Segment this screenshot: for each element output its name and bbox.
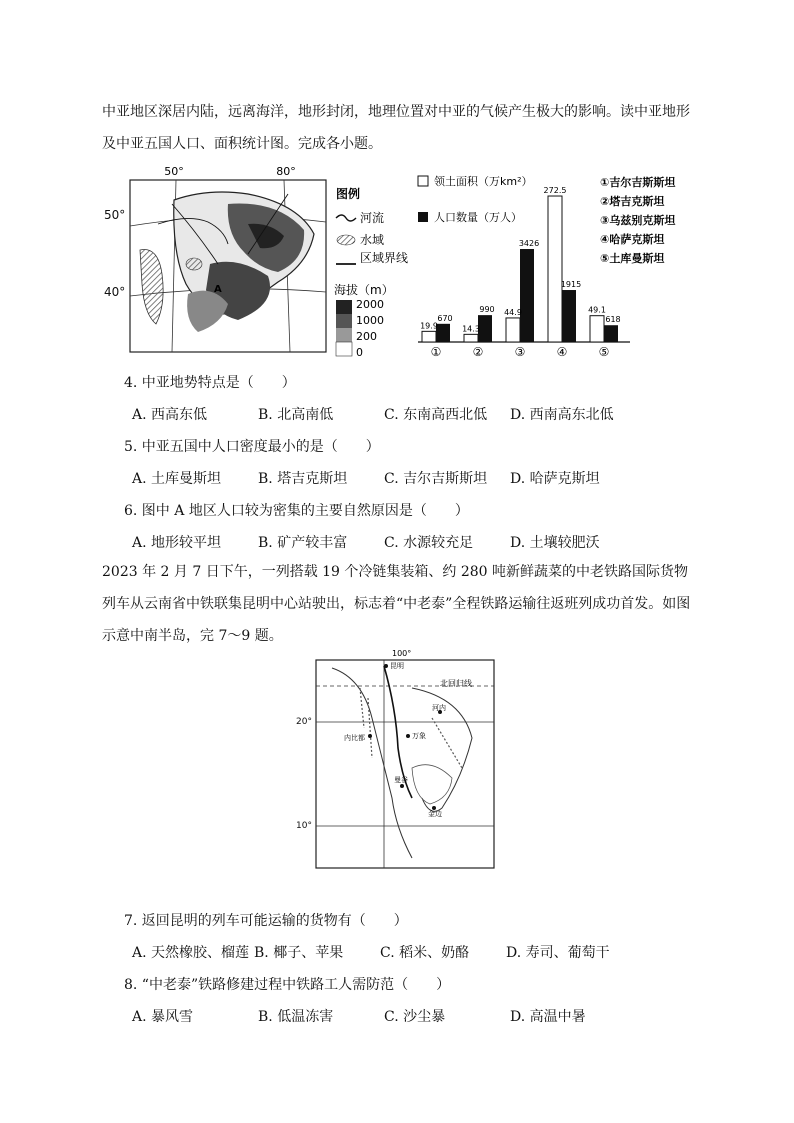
elev-swatch-2000 — [336, 300, 352, 314]
bar-pop-5 — [604, 325, 618, 342]
label-pop-5: 618 — [605, 315, 621, 325]
q5-option-d[interactable]: D. 哈萨克斯坦 — [510, 471, 600, 487]
bar-area-1 — [422, 331, 436, 342]
country-legend-item-4: ④哈萨克斯坦 — [600, 233, 665, 246]
elev-1000: 1000 — [356, 314, 384, 327]
intro-paragraph-2: 2023 年 2 月 7 日下午，一列搭载 19 个冷链集装箱、约 280 吨新鲜蔬菜的中老铁路国际货物列车从云南省中铁联集昆明中心站驶出，标志着“中老泰”全程铁路运输往返班列成功首发。如图示意中南半岛，完 7～9 题。 — [102, 564, 691, 644]
population-area-bar-chart — [408, 170, 698, 362]
lat-label-50-outer: 50° — [104, 208, 126, 222]
lat-label-40-outer: 40° — [104, 285, 126, 299]
bar-pop-2 — [478, 315, 492, 342]
place-vientiane: 万象 — [412, 732, 426, 740]
label-pop-1: 670 — [437, 313, 453, 323]
q4-option-b[interactable]: B. 北高南低 — [258, 407, 334, 423]
legend-water: 水域 — [360, 233, 385, 247]
lon-label-80: 80° — [276, 165, 296, 178]
label-pop-2: 990 — [479, 305, 495, 315]
tropic-label: 北回归线 — [440, 679, 472, 688]
q4-option-d[interactable]: D. 西南高东北低 — [510, 407, 614, 423]
elev-swatch-200 — [336, 328, 352, 342]
elev-swatch-1000 — [336, 314, 352, 328]
bar-area-4 — [548, 196, 562, 342]
q6-option-b[interactable]: B. 矿产较丰富 — [258, 535, 348, 551]
place-bangkok: 曼谷 — [394, 776, 408, 784]
lon-label-100: 100° — [392, 649, 412, 658]
category-label-2: ② — [472, 345, 484, 359]
q6-stem: 6. 图中 A 地区人口较为密集的主要自然原因是（ ） — [124, 503, 469, 519]
bar-area-5 — [590, 316, 604, 342]
elev-200: 200 — [356, 330, 377, 343]
country-legend — [600, 175, 675, 265]
map1-legend — [332, 184, 409, 360]
bar-area-2 — [464, 334, 478, 342]
q8-option-b[interactable]: B. 低温冻害 — [258, 1009, 334, 1025]
bar-pop-1 — [436, 324, 450, 342]
q8-option-d[interactable]: D. 高温中暑 — [510, 1009, 586, 1025]
q7-option-b[interactable]: B. 椰子、苹果 — [254, 945, 344, 961]
water-legend-icon — [337, 235, 355, 245]
naypyidaw-dot — [368, 734, 372, 738]
q5-option-b[interactable]: B. 塔吉克斯坦 — [258, 471, 348, 487]
river-legend-icon — [336, 215, 356, 221]
label-area-4: 272.5 — [543, 186, 567, 196]
legend-pop-swatch — [418, 212, 428, 222]
point-a-label: A — [214, 284, 222, 295]
q7-stem: 7. 返回昆明的列车可能运输的货物有（ ） — [124, 913, 408, 929]
indochina-map — [312, 648, 498, 872]
elev-title: 海拔（m） — [334, 283, 394, 297]
elev-swatch-0 — [336, 342, 352, 356]
category-label-3: ③ — [514, 345, 526, 359]
q7-option-d[interactable]: D. 寿司、葡萄干 — [506, 945, 610, 961]
country-legend-item-1: ①吉尔吉斯斯坦 — [600, 176, 676, 189]
elev-2000: 2000 — [356, 298, 384, 311]
legend-area-label: 领土面积（万km²） — [434, 175, 533, 188]
elev-0: 0 — [356, 346, 363, 359]
intro-paragraph-1: 中亚地区深居内陆，远离海洋，地形封闭，地理位置对中亚的气候产生极大的影响。读中亚地形及中亚五国人口、面积统计图。完成各小题。 — [102, 104, 690, 152]
q7-option-a[interactable]: A. 天然橡胶、榴莲 — [132, 945, 250, 961]
q8-options — [132, 1006, 692, 1026]
label-area-1: 19.9 — [420, 321, 438, 331]
country-legend-item-5: ⑤土库曼斯坦 — [600, 252, 665, 265]
q7-options — [132, 942, 692, 962]
lat-label-10-outer: 10° — [296, 821, 312, 831]
bangkok-dot — [400, 784, 404, 788]
legend-river: 河流 — [360, 211, 385, 225]
q5-stem: 5. 中亚五国中人口密度最小的是（ ） — [124, 439, 380, 455]
place-phnom-penh: 金边 — [428, 810, 442, 818]
central-asia-terrain-map — [128, 164, 328, 356]
q4-option-c[interactable]: C. 东南高西北低 — [384, 407, 488, 423]
legend-title: 图例 — [336, 187, 361, 201]
kunming-dot — [384, 664, 388, 668]
place-naypyidaw: 内比都 — [344, 734, 365, 742]
country-legend-item-3: ③乌兹别克斯坦 — [600, 214, 676, 227]
q4-options — [132, 404, 692, 424]
q8-option-a[interactable]: A. 暴风雪 — [132, 1009, 194, 1025]
q8-stem: 8. “中老泰”铁路修建过程中铁路工人需防范（ ） — [124, 977, 451, 993]
vientiane-dot — [406, 734, 410, 738]
label-pop-3: 3426 — [518, 239, 540, 249]
legend-area-swatch — [418, 176, 428, 186]
label-pop-4: 1915 — [560, 280, 582, 290]
label-area-5: 49.1 — [588, 305, 606, 315]
legend-boundary: 区域界线 — [360, 251, 409, 265]
category-label-1: ① — [430, 345, 442, 359]
label-area-3: 44.9 — [504, 307, 522, 317]
q6-option-d[interactable]: D. 土壤较肥沃 — [510, 535, 600, 551]
bar-area-3 — [506, 318, 520, 342]
q4-stem: 4. 中亚地势特点是（ ） — [124, 375, 296, 391]
category-label-5: ⑤ — [598, 345, 610, 359]
place-kunming: 昆明 — [390, 662, 404, 670]
bar-pop-3 — [520, 249, 534, 342]
q5-option-a[interactable]: A. 土库曼斯坦 — [132, 471, 222, 487]
bar-pop-4 — [562, 290, 576, 342]
q6-options — [132, 532, 692, 552]
country-legend-item-2: ②塔吉克斯坦 — [600, 195, 665, 208]
aral-sea — [186, 258, 202, 270]
q7-option-c[interactable]: C. 稻米、奶酪 — [380, 945, 470, 961]
q6-option-a[interactable]: A. 地形较平坦 — [132, 535, 222, 551]
q4-option-a[interactable]: A. 西高东低 — [132, 407, 208, 423]
legend-pop-label: 人口数量（万人） — [434, 211, 522, 224]
q5-options — [132, 468, 692, 488]
label-area-2: 14.3 — [462, 324, 480, 334]
q5-option-c[interactable]: C. 吉尔吉斯斯坦 — [384, 471, 488, 487]
lat-label-20-outer: 20° — [296, 717, 312, 727]
category-label-4: ④ — [556, 345, 568, 359]
q8-option-c[interactable]: C. 沙尘暴 — [384, 1009, 446, 1025]
lon-label-50: 50° — [164, 165, 184, 178]
place-hanoi: 河内 — [432, 704, 446, 712]
q6-option-c[interactable]: C. 水源较充足 — [384, 535, 474, 551]
map2-frame — [316, 660, 494, 868]
